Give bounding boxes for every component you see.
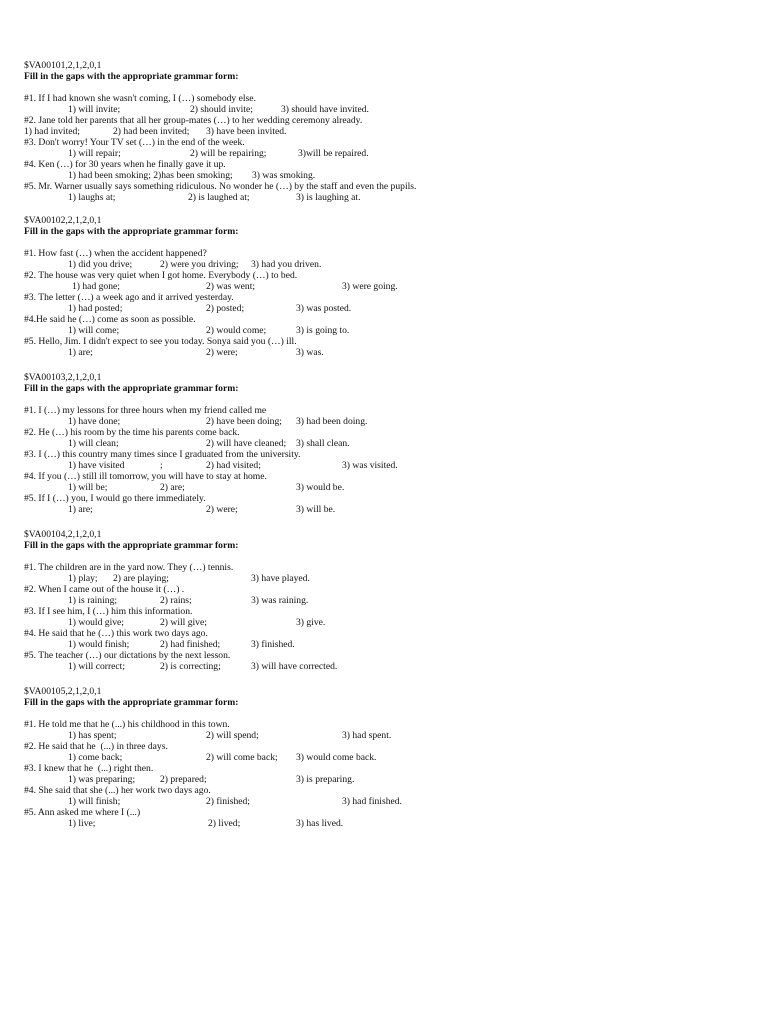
answer-option: 1) play; — [68, 573, 98, 584]
answer-option: 3) shall clean. — [296, 438, 350, 449]
question-prompt: #2. He (…) his room by the time his parents come back. — [24, 427, 240, 438]
answer-option: 2) will spend; — [206, 730, 259, 741]
answer-option: 2) were; — [206, 347, 238, 358]
question-prompt: #5. Hello, Jim. I didn't expect to see you today. Sonya said you (…) ill. — [24, 336, 297, 347]
answer-option: 1) will finish; — [68, 796, 121, 807]
answer-option: 2) had visited; — [206, 460, 261, 471]
question-prompt: #3. If I see him, I (…) him this information. — [24, 606, 193, 617]
answer-option: 2) was went; — [206, 281, 256, 292]
answer-option: 3) finished. — [251, 639, 295, 650]
question-prompt: #1. The children are in the yard now. They (…) tennis. — [24, 562, 234, 573]
answer-option: ; — [160, 460, 163, 471]
answer-option: 3) have played. — [251, 573, 310, 584]
question-prompt: #1. If I had known she wasn't coming, I (…) somebody else. — [24, 93, 256, 104]
answer-option: 3) were going. — [342, 281, 398, 292]
question-prompt: #1. I (…) my lessons for three hours when my friend called me — [24, 405, 267, 416]
answer-option: 3)will be repaired. — [298, 148, 369, 159]
question-prompt: #1. How fast (…) when the accident happened? — [24, 248, 207, 259]
question-prompt: #5. Mr. Warner usually says something ridiculous. No wonder he (…) by the staff and even the pupils. — [24, 181, 417, 192]
answer-option: 1) will clean; — [68, 438, 119, 449]
answer-option: 1) live; — [68, 818, 96, 829]
answer-option: 3) should have invited. — [281, 104, 369, 115]
question-prompt: #5. If I (…) you, I would go there immediately. — [24, 493, 206, 504]
answer-option: 3) had spent. — [342, 730, 392, 741]
block-instruction: Fill in the gaps with the appropriate grammar form: — [24, 383, 239, 394]
answer-option: 3) will have corrected. — [251, 661, 338, 672]
answer-option: 2) would come; — [206, 325, 267, 336]
answer-option: 2) should invite; — [190, 104, 253, 115]
answer-option: 3) had been doing. — [296, 416, 368, 427]
answer-option: 2) prepared; — [160, 774, 207, 785]
answer-option: 2) are; — [160, 482, 185, 493]
question-prompt: #2. The house was very quiet when I got home. Everybody (…) to bed. — [24, 270, 298, 281]
answer-option: 1) are; — [68, 347, 93, 358]
question-prompt: #2. He said that he (...) in three days. — [24, 741, 168, 752]
answer-option: 1) had invited; — [24, 126, 80, 137]
answer-option: 2) will be repairing; — [190, 148, 267, 159]
question-prompt: #3. I (…) this country many times since I graduated from the university. — [24, 449, 301, 460]
question-prompt: #2. Jane told her parents that all her group-mates (…) to her wedding ceremony already. — [24, 115, 363, 126]
question-prompt: #2. When I came out of the house it (…) . — [24, 584, 185, 595]
question-prompt: #5. The teacher (…) our dictations by the next lesson. — [24, 650, 231, 661]
answer-option: 3) have been invited. — [206, 126, 287, 137]
block-code: $VA00105,2,1,2,0,1 — [24, 686, 102, 697]
answer-option: 3) is preparing. — [296, 774, 355, 785]
block-instruction: Fill in the gaps with the appropriate grammar form: — [24, 540, 239, 551]
answer-option: 3) would be. — [296, 482, 345, 493]
answer-option: 1) have visited — [68, 460, 125, 471]
answer-option: 2) is correcting; — [160, 661, 221, 672]
question-prompt: #1. He told me that he (...) his childhood in this town. — [24, 719, 230, 730]
answer-option: 1) would finish; — [68, 639, 130, 650]
answer-option: 3) was. — [296, 347, 324, 358]
answer-option: 1) did you drive; — [68, 259, 133, 270]
answer-option: 3) will be. — [296, 504, 336, 515]
answer-option: 2) are playing; — [113, 573, 169, 584]
answer-option: 2) will give; — [160, 617, 207, 628]
answer-option: 1) will repair; — [68, 148, 121, 159]
answer-option: 1) have done; — [68, 416, 121, 427]
answer-option: 3) give. — [296, 617, 326, 628]
answer-option: 2) rains; — [160, 595, 192, 606]
block-instruction: Fill in the gaps with the appropriate grammar form: — [24, 71, 239, 82]
answer-option: 3) has lived. — [296, 818, 344, 829]
answer-option: 3) was visited. — [342, 460, 398, 471]
answer-option: 3) was smoking. — [252, 170, 316, 181]
answer-option: 2) had finished; — [160, 639, 221, 650]
answer-option: 2) is laughed at; — [188, 192, 250, 203]
answer-option: 1) are; — [68, 504, 93, 515]
answer-option: 1) come back; — [68, 752, 123, 763]
block-code: $VA00101,2,1,2,0,1 — [24, 60, 102, 71]
answer-option: 1) will correct; — [68, 661, 126, 672]
block-instruction: Fill in the gaps with the appropriate grammar form: — [24, 697, 239, 708]
answer-option: 3) would come back. — [296, 752, 377, 763]
answer-option: 2) were you driving; — [160, 259, 239, 270]
question-prompt: #3. I knew that he (...) right then. — [24, 763, 154, 774]
answer-option: 1) laughs at; — [68, 192, 116, 203]
answer-option: 2) will come back; — [206, 752, 278, 763]
answer-option: 1) would give; — [68, 617, 124, 628]
answer-option: 1) will be; — [68, 482, 108, 493]
answer-option: 2) finished; — [206, 796, 250, 807]
answer-option: 3) had you driven. — [251, 259, 322, 270]
answer-option: 1) is raining; — [68, 595, 118, 606]
block-code: $VA00103,2,1,2,0,1 — [24, 372, 102, 383]
answer-option: 1) has spent; — [68, 730, 117, 741]
answer-option: 3) is laughing at. — [296, 192, 361, 203]
question-prompt: #4. Ken (…) for 30 years when he finally gave it up. — [24, 159, 226, 170]
question-prompt: #3. The letter (…) a week ago and it arrived yesterday. — [24, 292, 234, 303]
answer-option: 1) had posted; — [68, 303, 123, 314]
question-prompt: #4.He said he (…) come as soon as possible. — [24, 314, 196, 325]
block-instruction: Fill in the gaps with the appropriate grammar form: — [24, 226, 239, 237]
answer-option: 3) is going to. — [296, 325, 350, 336]
answer-option: 2) will have cleaned; — [206, 438, 287, 449]
answer-option: 2) have been doing; — [206, 416, 282, 427]
answer-option: 3) was posted. — [296, 303, 352, 314]
block-code: $VA00102,2,1,2,0,1 — [24, 215, 102, 226]
question-prompt: #4. He said that he (…) this work two days ago. — [24, 628, 208, 639]
answer-option: 1) was preparing; — [68, 774, 136, 785]
answer-option: 1) had gone; — [72, 281, 120, 292]
answer-option: 1) will invite; — [68, 104, 121, 115]
answer-option: 2) were; — [206, 504, 238, 515]
answer-option: 2) lived; — [208, 818, 241, 829]
answer-option: 1) will come; — [68, 325, 120, 336]
question-prompt: #5. Ann asked me where I (...) — [24, 807, 141, 818]
block-code: $VA00104,2,1,2,0,1 — [24, 529, 102, 540]
answer-option: 3) was raining. — [251, 595, 309, 606]
question-prompt: #3. Don't worry! Your TV set (…) in the end of the week. — [24, 137, 245, 148]
answer-option: 2) had been invited; — [113, 126, 190, 137]
answer-option: 2) posted; — [206, 303, 245, 314]
answer-option: 3) had finished. — [342, 796, 402, 807]
question-prompt: #4. She said that she (...) her work two days ago. — [24, 785, 211, 796]
question-prompt: #4. If you (…) still ill tomorrow, you will have to stay at home. — [24, 471, 267, 482]
answer-option: 1) had been smoking; 2)has been smoking; — [68, 170, 233, 181]
